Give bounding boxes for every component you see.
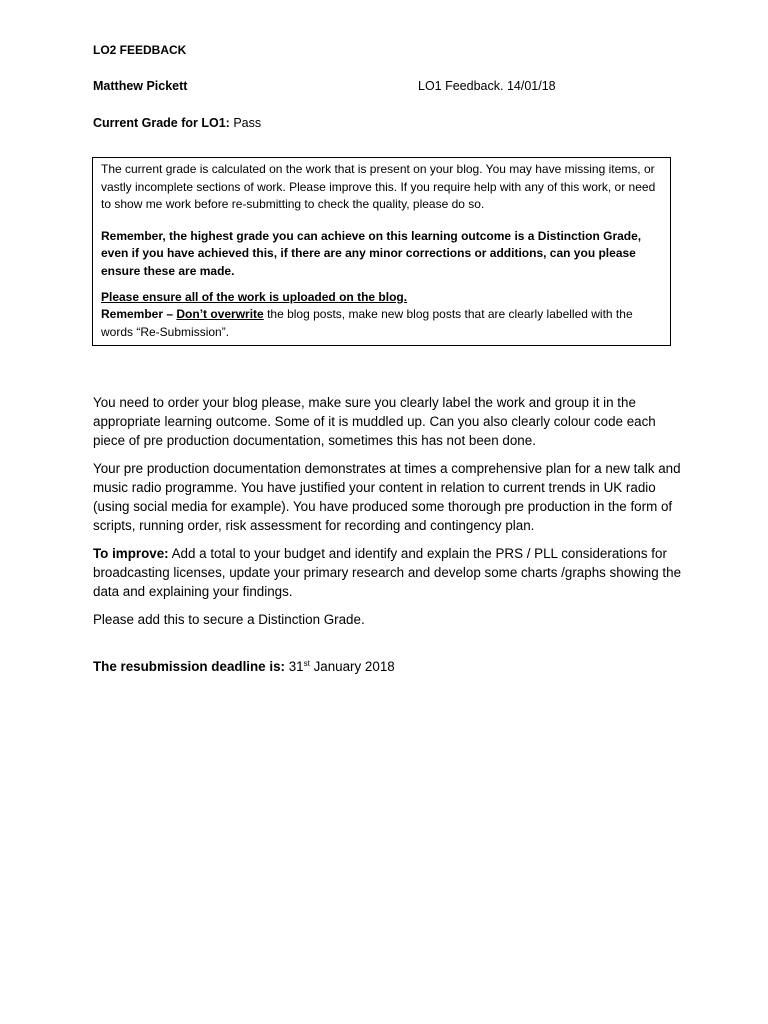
student-name: Matthew Pickett bbox=[93, 79, 188, 93]
feedback-body bbox=[93, 393, 683, 685]
current-grade bbox=[93, 113, 683, 133]
improve-paragraph bbox=[93, 544, 683, 601]
deadline-suffix: st bbox=[303, 659, 310, 668]
upload-note-text: Please ensure all of the work is uploaded on the blog. bbox=[101, 289, 408, 304]
notice-paragraph-1: The current grade is calculated on the work that is present on your blog. You may have missing items, or vastly incomplete sections of work. Please improve this. If you require help with any of this work, or need to show me work before re-submitting to check the quality, please do so. bbox=[101, 162, 656, 212]
feedback-document bbox=[93, 40, 683, 674]
deadline-day: 31 bbox=[284, 659, 304, 674]
grade-label: Current Grade for LO1: bbox=[93, 116, 230, 130]
upload-note bbox=[101, 289, 662, 307]
remember-suffix: the blog posts, make new blog posts that are clearly labelled with the words “Re-Submission”. bbox=[101, 307, 633, 339]
notice-box bbox=[92, 157, 671, 346]
document-heading: LO2 FEEDBACK bbox=[93, 43, 187, 57]
feedback-paragraph-2: Your pre production documentation demonstrates at times a comprehensive plan for a new talk and music radio programme. You have justified your content in relation to current trends in UK radio (using social media for example). You have produced some thorough pre production in the form of scripts, running order, risk assessment for recording and contingency plan. bbox=[93, 461, 681, 533]
overwrite-reminder bbox=[101, 306, 662, 341]
closing-line: Please add this to secure a Distinction Grade. bbox=[93, 612, 365, 627]
feedback-reference: LO1 Feedback. 14/01/18 bbox=[418, 79, 556, 93]
improve-label: To improve: bbox=[93, 546, 169, 561]
remember-prefix: Remember – bbox=[101, 307, 177, 322]
improve-text: Add a total to your budget and identify and explain the PRS / PLL considerations for broadcasting licenses, update your primary research and develop some charts /graphs showing the data and explaining your findings. bbox=[93, 546, 682, 599]
deadline-line bbox=[93, 657, 683, 676]
deadline-rest: January 2018 bbox=[309, 659, 395, 674]
feedback-paragraph-1: You need to order your blog please, make sure you clearly label the work and group it in the appropriate learning outcome. Some of it is muddled up. Can you also clearly colour code each piece of pre production documentation, sometimes this has not been done. bbox=[93, 395, 656, 448]
deadline-label: The resubmission deadline is: bbox=[93, 659, 285, 674]
remember-emphasis: Don’t overwrite bbox=[176, 307, 264, 322]
notice-paragraph-2: Remember, the highest grade you can achieve on this learning outcome is a Distinction Grade, even if you have achieved this, if there are any minor corrections or additions, can you please ensure these are made. bbox=[101, 228, 642, 278]
meta-row bbox=[93, 76, 683, 96]
grade-value: Pass bbox=[233, 116, 262, 130]
